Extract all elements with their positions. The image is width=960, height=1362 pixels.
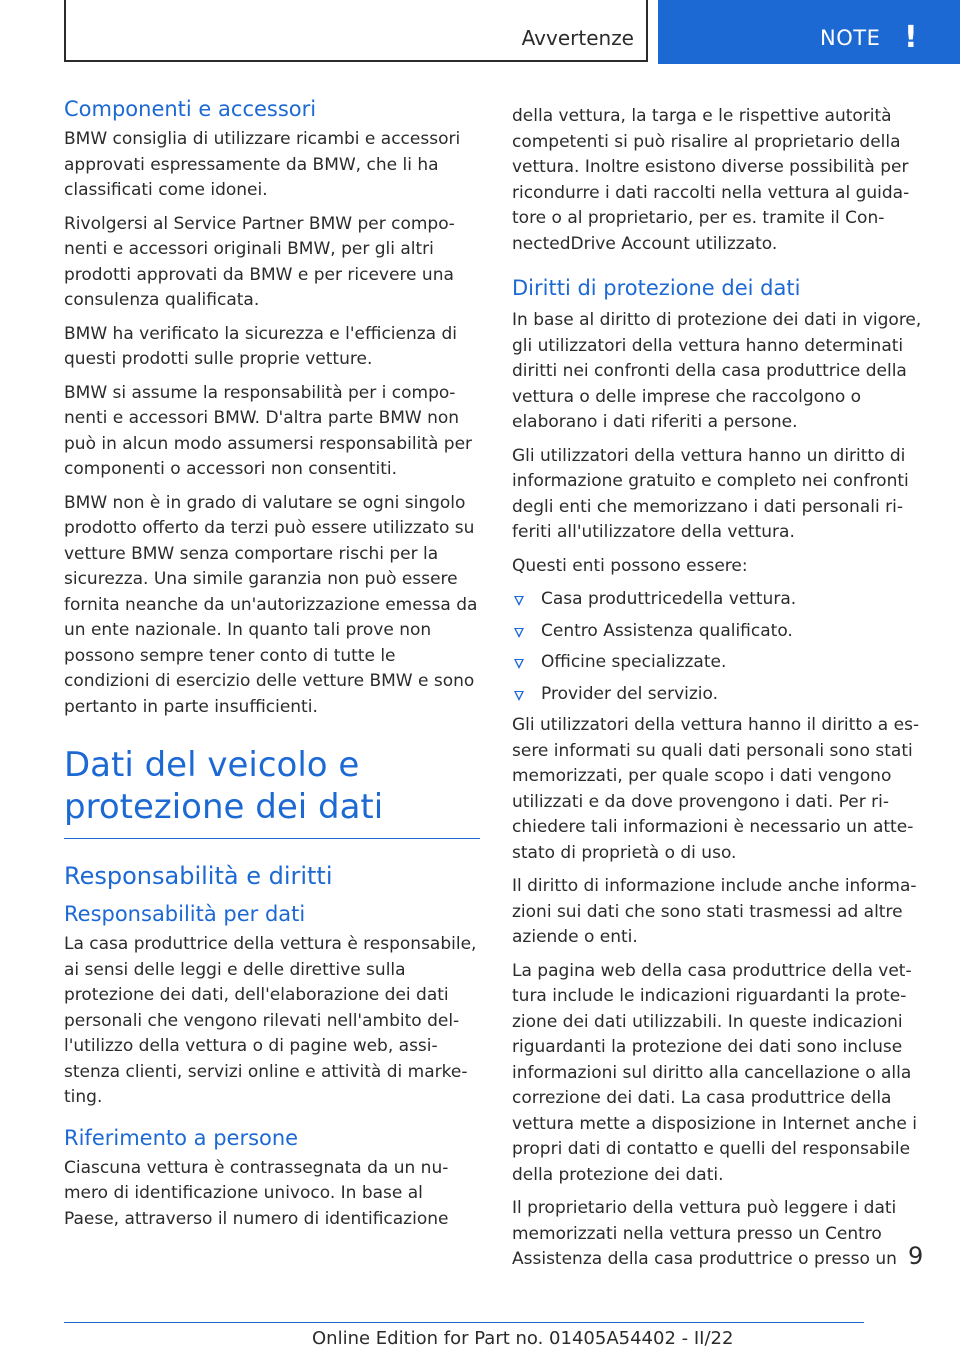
paragraph: Ciascuna vettura è contrassegnata da un numero di identificazione univoco. In base al Paese, attraverso il numero di identificazione <box>64 1157 449 1229</box>
list-item <box>512 587 928 613</box>
heading-rule <box>64 838 480 839</box>
list-item-text: Provider del servizio. <box>541 683 719 704</box>
footer-rule <box>64 1322 864 1323</box>
heading-responsibility-data: Responsabilità per dati <box>64 902 306 926</box>
list-item <box>512 650 928 676</box>
paragraph: Il diritto di informazione include anche informazioni sui dati che sono stati trasmessi ad altre aziende o enti. <box>512 876 917 947</box>
paragraph: Gli utilizzatori della vettura hanno il diritto a essere informati su quali dati personali sono stati memorizzati, per quale scopo i dati vengono utilizzati e da dove provengono i dati. Per richiedere tali informazioni è necessario un attestato di proprietà o di uso. <box>512 715 920 863</box>
header-section-box <box>64 0 648 62</box>
note-label: NOTE <box>820 26 881 50</box>
exclamation-icon: ! <box>904 20 918 55</box>
paragraph: BMW si assume la responsabilità per i componenti e accessori BMW. D'altra parte BMW non può in alcun modo assumersi responsabilità per componenti o accessori non consentiti. <box>64 382 473 479</box>
triangle-bullet-icon <box>514 691 524 701</box>
entities-list <box>512 587 928 707</box>
footer-edition: Online Edition for Part no. 01405A54402 - II/22 <box>312 1328 734 1349</box>
list-item <box>512 682 928 708</box>
triangle-bullet-icon <box>514 596 524 606</box>
paragraph: In base al diritto di protezione dei dati in vigore, gli utilizzatori della vettura hanno determinati diritti nei confronti della casa produttrice della vettura o delle imprese che raccolgono o elaborano i dati riferiti a persone. <box>512 310 922 432</box>
paragraph: La casa produttrice della vettura è responsabile, ai sensi delle leggi e delle direttive sulla protezione dei dati, dell'elaborazione dei dati personali che vengono rilevati nell'ambito dell'utilizzo della vettura o di pagine web, assistenza clienti, servizi online e attività di marketing. <box>64 934 477 1107</box>
heading-vehicle-data: Dati del veicolo e protezione dei dati <box>64 745 384 827</box>
list-item-text: Casa produttricedella vettura. <box>541 589 797 609</box>
paragraph: La pagina web della casa produttrice della vettura include le indicazioni riguardanti la protezione dei dati utilizzabili. In queste indicazioni riguardanti la protezione dei dati sono incluse informazioni sul diritto alla cancellazione o alla correzione dei dati. La casa produttrice della vettura mette a disposizione in Internet anche i propri dati di contatto e quelli del responsabile della protezione dei dati. <box>512 960 918 1185</box>
heading-person-reference: Riferimento a persone <box>64 1125 299 1150</box>
list-item-text: Centro Assistenza qualificato. <box>541 620 793 641</box>
left-column <box>64 96 480 1240</box>
paragraph: Il proprietario della vettura può leggere i dati memorizzati nella vettura presso un Centro Assistenza della casa produttrice o presso un <box>512 1198 897 1269</box>
note-tab[interactable] <box>658 0 960 64</box>
list-item-text: Officine specializzate. <box>541 652 727 672</box>
paragraph: Questi enti possono essere: <box>512 555 748 576</box>
heading-data-rights: Diritti di protezione dei dati <box>512 276 801 300</box>
paragraph: della vettura, la targa e le rispettive autorità competenti si può risalire al proprietario della vettura. Inoltre esistono diverse possibilità per ricondurre i dati raccolti nella vettura al guidatore o al proprietario, per es. tramite il ConnectedDrive Account utilizzato. <box>512 106 910 254</box>
paragraph: Rivolgersi al Service Partner BMW per componenti e accessori originali BMW, per gli altri prodotti approvati da BMW e per ricevere una consulenza qualificata. <box>64 213 455 310</box>
paragraph: Gli utilizzatori della vettura hanno un diritto di informazione gratuito e completo nei confronti degli enti che memorizzano i dati personali riferiti all'utilizzatore della vettura. <box>512 445 909 542</box>
paragraph: BMW ha verificato la sicurezza e l'efficienza di questi prodotti sulle proprie vetture. <box>64 323 458 369</box>
heading-components: Componenti e accessori <box>64 97 317 121</box>
heading-responsibility: Responsabilità e diritti <box>64 862 333 890</box>
right-column <box>512 104 928 1281</box>
paragraph: BMW non è in grado di valutare se ogni singolo prodotto offerto da terzi può essere utilizzato su vetture BMW senza comportare rischi per la sicurezza. Una simile garanzia non può essere fornita neanche da un'autorizzazione emessa da un ente nazionale. In quanto tali prove non possono sempre tener conto di tutte le condizioni di esercizio delle vetture BMW e sono pertanto in parte insufficienti. <box>64 492 478 717</box>
paragraph: BMW consiglia di utilizzare ricambi e accessori approvati espressamente da BMW, che li ha classificati come idonei. <box>64 129 461 200</box>
page-number: 9 <box>908 1242 924 1270</box>
triangle-bullet-icon <box>514 659 524 669</box>
triangle-bullet-icon <box>514 628 524 638</box>
list-item <box>512 619 928 645</box>
section-title: Avvertenze <box>521 26 634 50</box>
